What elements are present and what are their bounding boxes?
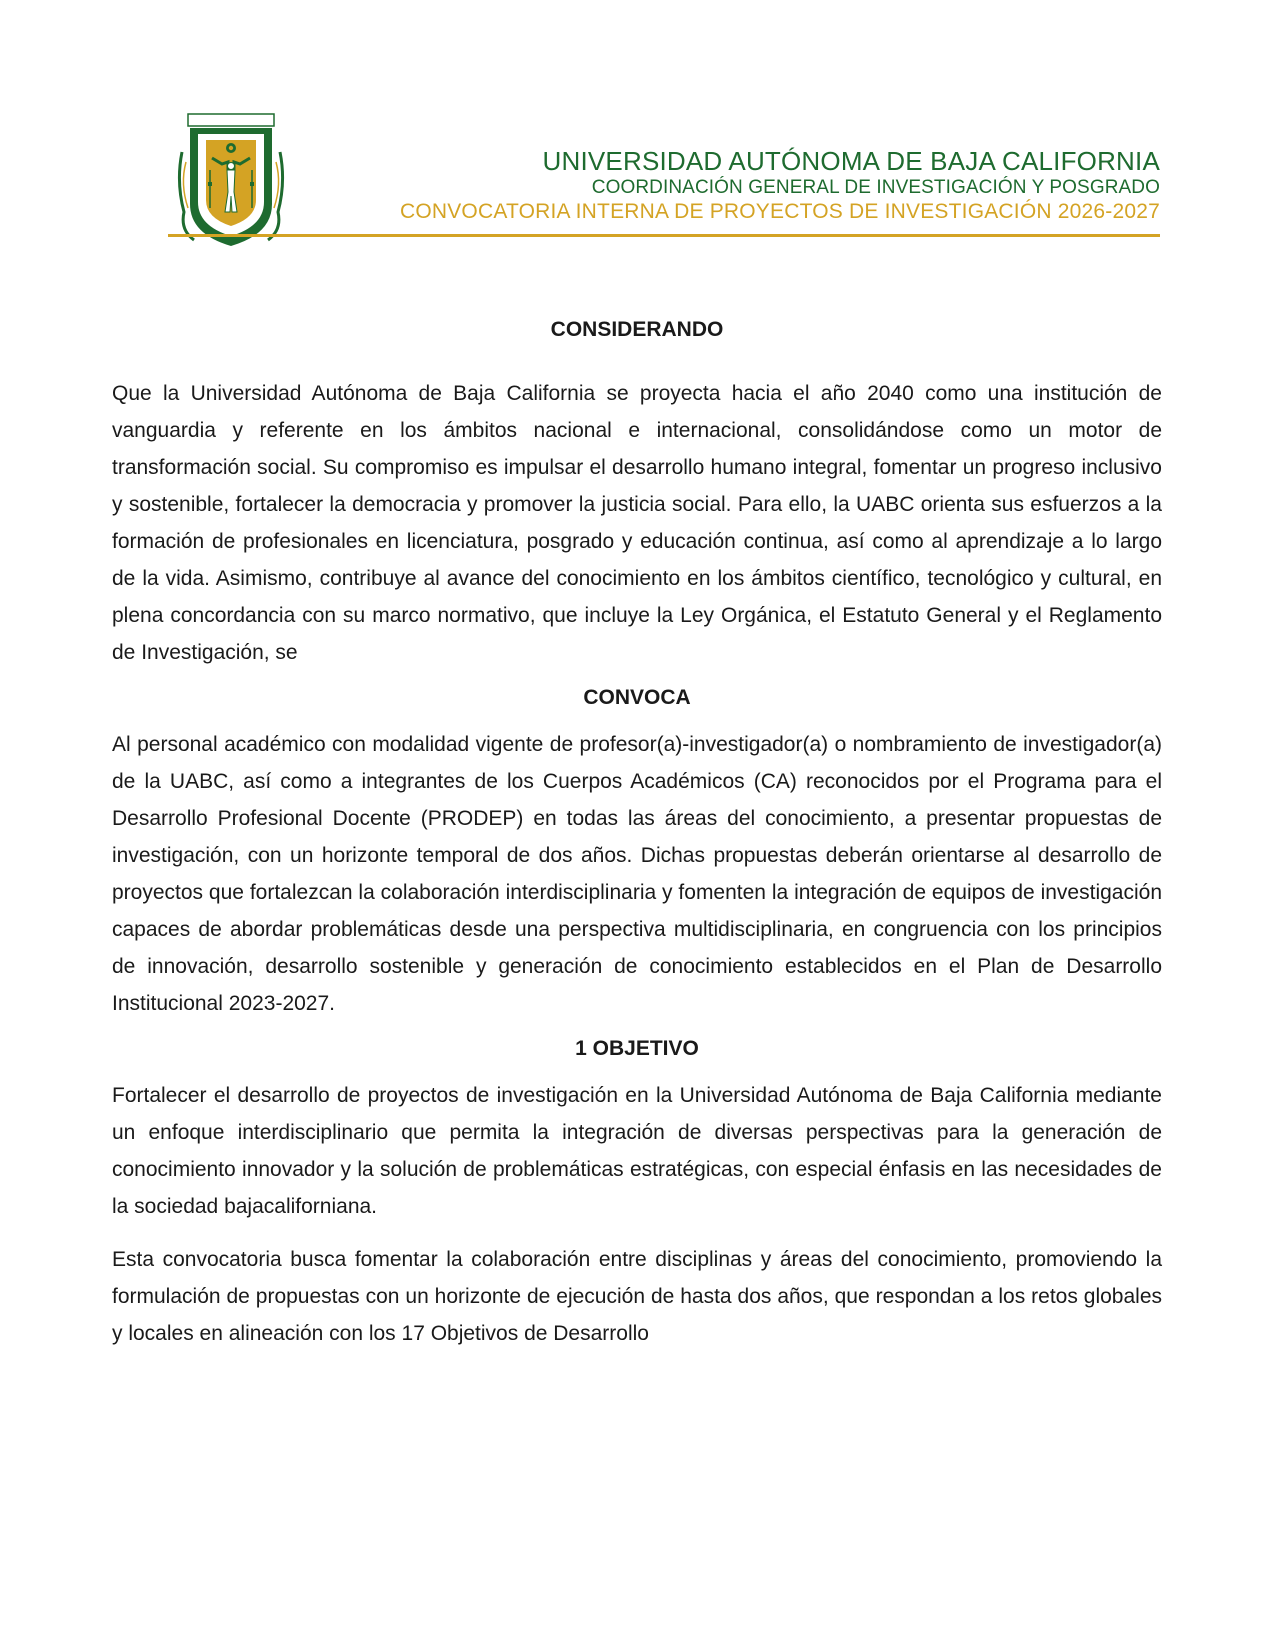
coordination-name: COORDINACIÓN GENERAL DE INVESTIGACIÓN Y POSGRADO (591, 177, 1160, 198)
university-name: UNIVERSIDAD AUTÓNOMA DE BAJA CALIFORNIA (542, 146, 1160, 176)
section-heading-objetivo: 1 OBJETIVO (575, 1037, 699, 1060)
header-titles (400, 146, 1160, 225)
university-seal-logo (176, 112, 286, 252)
call-title: CONVOCATORIA INTERNA DE PROYECTOS DE INVESTIGACIÓN 2026-2027 (399, 200, 1160, 223)
considerando-paragraph: Que la Universidad Autónoma de Baja California se proyecta hacia el año 2040 como una institución de vanguardia y referente en los ámbitos nacional e internacional, consolidándose como un motor de transformación social. Su compromiso es impulsar el desarrollo humano integral, fomentar un progreso inclusivo y sostenible, fortalecer la democracia y promover la justicia social. Para ello, la UABC orienta sus esfuerzos a la formación de profesionales en licenciatura, posgrado y educación continua, así como al aprendizaje a lo largo de la vida. Asimismo, contribuye al avance del conocimiento en los ámbitos científico, tecnológico y cultural, en plena concordancia con su marco normativo, que incluye la Ley Orgánica, el Estatuto General y el Reglamento de Investigación, se (112, 382, 1162, 664)
section-heading-considerando: CONSIDERANDO (550, 318, 724, 341)
convoca-paragraph: Al personal académico con modalidad vigente de profesor(a)-investigador(a) o nombramiento de investigador(a) de la UABC, así como a integrantes de los Cuerpos Académicos (CA) reconocidos por el Programa para el Desarrollo Profesional Docente (PRODEP) en todas las áreas del conocimiento, a presentar propuestas de investigación, con un horizonte temporal de dos años. Dichas propuestas deberán orientarse al desarrollo de proyectos que fortalezcan la colaboración interdisciplinaria y fomenten la integración de equipos de investigación capaces de abordar problemáticas desde una perspectiva multidisciplinaria, en congruencia con los principios de innovación, desarrollo sostenible y generación de conocimiento establecidos en el Plan de Desarrollo Institucional 2023-2027. (112, 733, 1162, 1015)
document-body (112, 316, 1162, 1352)
objetivo-paragraph-1: Fortalecer el desarrollo de proyectos de investigación en la Universidad Autónoma de Baja California mediante un enfoque interdisciplinario que permita la integración de diversas perspectivas para la generación de conocimiento innovador y la solución de problemáticas estratégicas, con especial énfasis en las necesidades de la sociedad bajacaliforniana. (112, 1084, 1162, 1218)
section-heading-convoca: CONVOCA (583, 686, 691, 709)
document-header (168, 108, 1160, 258)
header-divider (168, 234, 1160, 237)
objetivo-paragraph-2: Esta convocatoria busca fomentar la colaboración entre disciplinas y áreas del conocimiento, promoviendo la formulación de propuestas con un horizonte de ejecución de hasta dos años, que respondan a los retos globales y locales en alineación con los 17 Objetivos de Desarrollo (112, 1248, 1162, 1345)
